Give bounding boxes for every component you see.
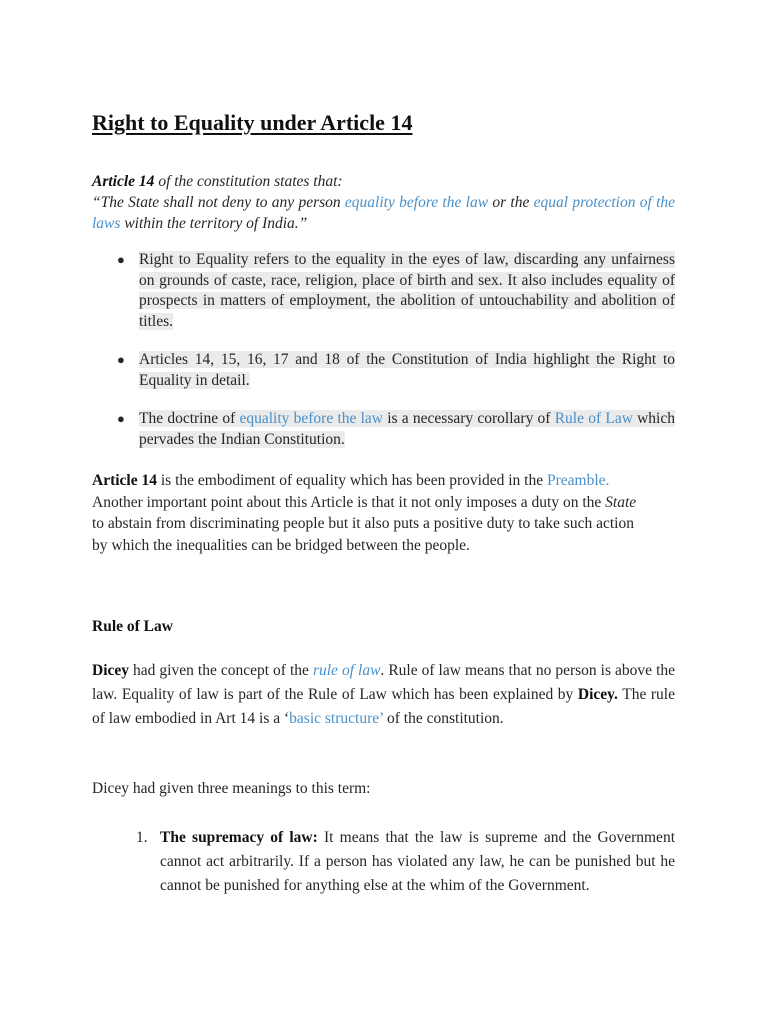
bullet-icon: ● — [117, 352, 125, 367]
dicey-paragraph — [92, 659, 675, 731]
state-term: State — [605, 493, 637, 511]
quote-mid: or the — [488, 194, 534, 211]
embodiment-text: Another important point about this Article is that it not only imposes a duty on the — [92, 493, 606, 511]
equality-before-law-link[interactable]: equality before the law — [239, 410, 383, 427]
bullet-text — [139, 410, 675, 448]
meanings-intro: Dicey had given three meanings to this term: — [92, 780, 371, 797]
list-item — [92, 250, 675, 332]
list-item — [92, 409, 675, 450]
embodiment-paragraph — [92, 470, 640, 556]
bullet-mid: is a necessary corollary of — [383, 410, 555, 427]
item-number: 1. — [136, 829, 148, 846]
dicey-text: . Rule of law means that no person is above the law. Equality of law is part of the Rule of Law which has been explained by — [92, 662, 676, 703]
intro-line — [92, 171, 675, 192]
basic-structure-link[interactable]: basic structure’ — [289, 710, 384, 727]
bullet-post: which pervades the Indian Constitution. — [139, 410, 675, 448]
bullet-pre: The doctrine of — [139, 410, 240, 427]
bullet-text: Right to Equality refers to the equality in the eyes of law, discarding any unfairness on grounds of caste, race, religion, place of birth and sex. It also includes equality of prospects in matters of employment, the abolition of untouchability and abolition of titles. — [139, 251, 675, 330]
bullet-list — [92, 250, 675, 468]
intro-lead: of the constitution states that: — [154, 173, 343, 190]
list-item — [92, 826, 675, 898]
dicey-text: The rule of law embodied in Art 14 is a ‘ — [92, 686, 675, 727]
equality-before-law-link[interactable]: equality before the law — [344, 194, 489, 211]
intro-quote — [92, 192, 675, 234]
equal-protection-link[interactable]: equal protection of the laws — [92, 194, 676, 232]
dicey-name: Dicey. — [577, 686, 618, 703]
numbered-list — [92, 826, 675, 898]
dicey-name: Dicey — [92, 662, 130, 679]
embodiment-text: is the embodiment of equality which has been provided in the — [156, 472, 547, 489]
embodiment-text: to abstain from discriminating people but it also puts a positive duty to take such action by which the inequalities can be bridged between the people. — [92, 515, 634, 554]
quote-close: within the territory of India.” — [120, 215, 308, 232]
page-title: Right to Equality under Article 14 — [92, 110, 413, 135]
article-label: Article 14 — [92, 472, 157, 489]
article-intro — [92, 171, 675, 234]
item-text: It means that the law is supreme and the Government cannot act arbitrarily. If a person has violated any law, he can be punished but he cannot be punished for anything else at the whim of the Government. — [160, 829, 675, 894]
bullet-icon: ● — [117, 411, 125, 426]
dicey-text: had given the concept of the — [129, 662, 313, 679]
article-label: Article 14 — [92, 173, 155, 190]
section-heading: Rule of Law — [92, 618, 173, 635]
preamble-link[interactable]: Preamble. — [546, 472, 610, 489]
dicey-text: of the constitution. — [383, 710, 504, 727]
bullet-icon: ● — [117, 252, 125, 267]
quote-open: “The State shall not deny to any person — [92, 194, 345, 211]
list-item — [92, 350, 675, 391]
rule-of-law-link[interactable]: rule of law — [312, 662, 381, 679]
item-heading: The supremacy of law: — [160, 829, 318, 846]
bullet-text: Articles 14, 15, 16, 17 and 18 of the Constitution of India highlight the Right to Equality in detail. — [139, 351, 675, 389]
rule-of-law-link[interactable]: Rule of Law — [554, 410, 633, 427]
